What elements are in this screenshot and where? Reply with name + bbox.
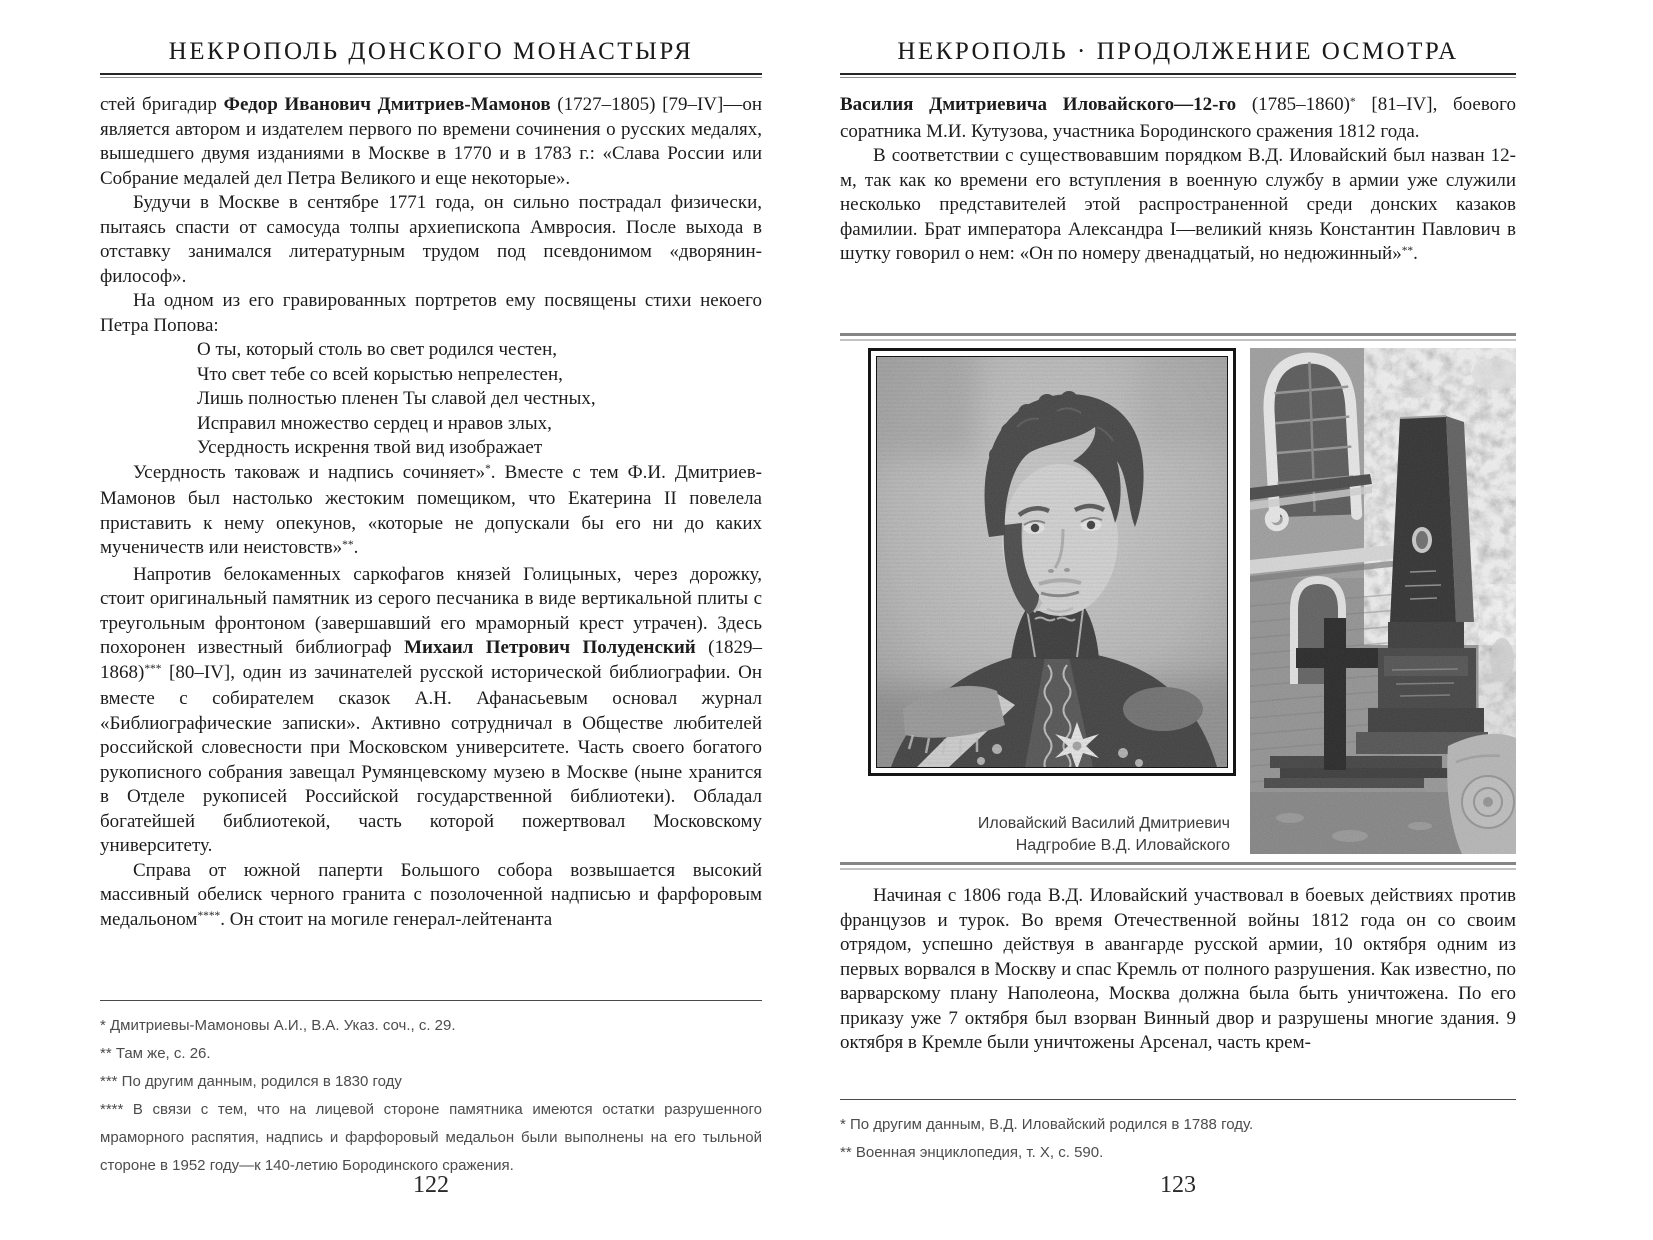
right-page xyxy=(840,0,1516,1240)
figure-captions xyxy=(840,813,1230,857)
paragraph: Начиная с 1806 года В.Д. Иловайский участвовал в боевых действиях против французов и турок. Во время Отечественной войны 1812 года он со своим отрядом, успешно действуя в авангарде русской армии, 10 октября одним из первых ворвался в Москву и спас Кремль от полного разрушения. Как известно, по варварскому плану Наполеона, Москва должна была быть уничтожена. По его приказу уже 7 октября был взорван Винный двор и разрушены многие здания. 9 октября в Кремле были уничтожены Арсенал, часть крем- xyxy=(840,885,1516,1053)
left-page xyxy=(100,0,762,1240)
footnote: ** Там же, с. 26. xyxy=(100,1045,211,1062)
tombstone-caption: Надгробие В.Д. Иловайского xyxy=(1015,837,1230,854)
left-page-number: 122 xyxy=(413,1172,449,1198)
left-running-header: НЕКРОПОЛЬ ДОНСКОГО МОНАСТЫРЯ xyxy=(168,38,694,65)
footnote: *** По другим данным, родился в 1830 году xyxy=(100,1073,402,1090)
right-footnotes xyxy=(840,1099,1516,1167)
right-body-text-bottom xyxy=(840,884,1516,1056)
left-header-rule xyxy=(100,73,762,78)
portrait-caption: Иловайский Василий Дмитриевич xyxy=(977,815,1230,832)
right-body-text-top xyxy=(840,93,1516,269)
portrait-photo xyxy=(868,348,1236,776)
paragraph: Справа от южной паперти Большого собора возвышается высокий массивный обелиск черного гранита с позолоченной надписью и фарфоровым медальоном****. Он стоит на могиле генерал-лейтенанта xyxy=(100,859,762,930)
right-page-number: 123 xyxy=(1160,1172,1196,1198)
paragraph: На одном из его гравированных портретов ему посвящены стихи некоего Петра Попова: xyxy=(100,290,762,336)
poem-block xyxy=(197,338,762,461)
left-body-text xyxy=(100,93,762,934)
footnote: ** Военная энциклопедия, т. X, с. 590. xyxy=(840,1144,1104,1161)
left-footnotes xyxy=(100,1000,762,1180)
poem-line: Лишь полностью пленен Ты славой дел честных, xyxy=(197,388,596,409)
footnote: * Дмитриевы-Мамоновы А.И., В.А. Указ. соч., с. 29. xyxy=(100,1017,456,1034)
poem-line: Что свет тебе со всей корыстью непрелестен, xyxy=(197,363,563,385)
portrait-photo-inner xyxy=(876,356,1228,768)
figure-bottom-rule xyxy=(840,862,1516,870)
footnote: * По другим данным, В.Д. Иловайский родился в 1788 году. xyxy=(840,1116,1254,1133)
tombstone-photo xyxy=(1250,348,1516,854)
paragraph: Напротив белокаменных саркофагов князей Голицыных, через дорожку, стоит оригинальный памятник из серого песчаника в виде вертикальной плиты с треугольным фронтоном (завершавший его мраморный крест утрачен). Здесь похоронен известный библиограф Михаил Петрович Полуденский (1829–1868)*** [80–IV], один из зачинателей русской исторической библиографии. Он вместе с собирателем сказок А.Н. Афанасьевым основал журнал «Библиографические записки». Активно сотрудничал в Обществе любителей российской словесности при Московском университете. Часть своего богатого рукописного собрания завещал Румянцевскому музею в Москве (ныне хранится в Отделе рукописей Российской государственной библиотеки). Обладал богатейшей библиотекой, часть которой пожертвовал Московскому университету. xyxy=(100,563,763,856)
paragraph: Усердность таковаж и надпись сочиняет»*. Вместе с тем Ф.И. Дмитриев-Мамонов был настолько жестоким помещиком, что Екатерина II повелела приставить к нему опекунов, «которые не допускали бы его ни до каких мученичеств или неистовств»**. xyxy=(100,461,762,558)
paragraph: стей бригадир Федор Иванович Дмитриев-Мамонов (1727–1805) [79–IV]—он является автором и издателем первого по времени сочинения о русских медалях, вышедшего двумя изданиями в Москве в 1770 и в 1783 г.: «Слава России или Собрание медалей дел Петра Великого и еще некоторые». xyxy=(100,94,762,189)
right-header-rule xyxy=(840,73,1516,78)
paragraph: Будучи в Москве в сентябре 1771 года, он сильно пострадал физически, пытаясь спасти от самосуда толпы архиепископа Амвросия. После выхода в отставку занимался литературным трудом под псевдонимом «дворянин-философ». xyxy=(100,192,762,287)
tombstone-photo-art xyxy=(1250,348,1516,854)
footnote: **** В связи с тем, что на лицевой стороне памятника имеются остатки разрушенного мраморного распятия, надпись и фарфоровый медальон были выполнены на его тыльной стороне в 1952 году—к 140-летию Бородинского сражения. xyxy=(100,1101,762,1174)
portrait-engraving-art xyxy=(877,357,1227,767)
poem-line: Усердность искрення твой вид изображает xyxy=(197,437,543,458)
right-running-header: НЕКРОПОЛЬ · ПРОДОЛЖЕНИЕ ОСМОТРА xyxy=(897,38,1459,65)
poem-line: Исправил множество сердец и нравов злых, xyxy=(197,412,552,434)
paragraph: Василия Дмитриевича Иловайского—12-го (1785–1860)* [81–IV], боевого соратника М.И. Кутузова, участника Бородинского сражения 1812 года. xyxy=(840,94,1516,142)
poem-line: О ты, который столь во свет родился честен, xyxy=(197,339,558,360)
paragraph: В соответствии с существовавшим порядком В.Д. Иловайский был назван 12-м, так как ко времени его вступления в военную службу в армии уже служили несколько представителей этой распространенной среди донских казаков фамилии. Брат императора Александра I—великий князь Константин Павлович в шутку говорил о нем: «Он по номеру двенадцатый, но недюжинный»**. xyxy=(840,145,1516,264)
figure-top-rule xyxy=(840,333,1516,341)
